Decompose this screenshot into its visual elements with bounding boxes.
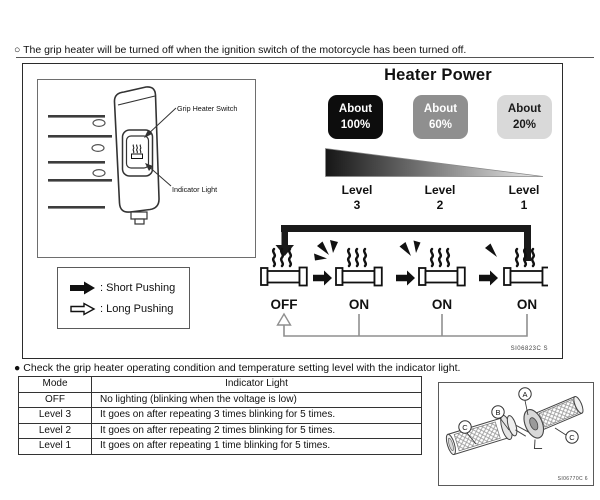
top-note-text: The grip heater will be turned off when the ignition switch of the motorcycle has been turned off. [23,44,467,56]
long-push-return-loop [278,314,528,336]
legend-long-row [70,302,189,316]
long-push-arrow-icon [70,302,96,316]
level-3-word: Level [341,183,373,197]
table-row [19,439,422,455]
legend-short-row [70,281,189,295]
power-box-100-value: 100% [340,119,371,131]
level-2-num: 2 [436,198,444,212]
callout-a: A [522,389,528,399]
top-rule-divider [16,57,594,58]
cell-mode: Level 2 [19,423,92,439]
state-label-on-1: ON [516,297,538,312]
state-label-on-3: ON [348,297,370,312]
short-push-arrow-icon [313,271,332,286]
left-grip [444,407,530,459]
power-box-20 [497,95,552,139]
push-legend [57,267,190,329]
right-grip [520,390,592,451]
level-1-label [494,183,554,213]
level-3-num: 3 [353,198,361,212]
power-box-20-value: 20% [512,119,537,131]
cell-indicator: It goes on after repeating 2 times blinking for 5 times. [92,423,422,439]
table-row [19,408,422,424]
header-indicator: Indicator Light [92,377,422,393]
indicator-label: Indicator Light [172,185,218,194]
state-label-off: OFF [270,297,298,312]
level-1-word: Level [508,183,540,197]
grip-heater-icon-on-3 [336,249,382,286]
blink-burst-2-icon [400,241,421,257]
cell-indicator: It goes on after repeating 1 time blinking for 5 times. [92,439,422,455]
handlebar-lines [48,115,112,209]
state-sequence-diagram [256,219,548,351]
short-push-arrow-icon [479,271,498,286]
level-2-label [410,183,470,213]
callout-c1: C [462,422,468,432]
grip-heater-icon-on-2 [419,249,465,286]
check-note-text: Check the grip heater operating condition and temperature setting level with the indicator light. [23,362,461,374]
grip-heater-diagram-panel [22,63,563,359]
cell-indicator: No lighting (blinking when the voltage is low) [92,392,422,408]
cell-mode: Level 1 [19,439,92,455]
power-box-20-word: About [507,102,542,115]
heater-power-title: Heater Power [384,66,492,84]
handlebar-switch-illustration [37,79,256,258]
figure-code: SI06823C S [510,346,548,352]
top-note [14,44,596,56]
power-box-60-word: About [423,102,458,115]
cell-mode: OFF [19,392,92,408]
switch-label: Grip Heater Switch [177,104,238,113]
dot-bullet-icon: ● [14,362,21,374]
legend-short-label: : Short Pushing [100,281,176,294]
grips-illustration [438,382,594,486]
short-push-arrow-icon [70,281,96,295]
table-row [19,423,422,439]
power-box-60-value: 60% [428,119,453,131]
switch-housing [114,87,159,224]
header-mode: Mode [19,377,92,393]
legend-long-label: : Long Pushing [100,302,174,315]
blink-burst-1-icon [485,244,497,258]
table-header-row [19,377,422,393]
power-box-60 [413,95,468,139]
blink-burst-3-icon [314,240,338,261]
level-3-label [327,183,387,213]
cell-mode: Level 3 [19,408,92,424]
level-2-word: Level [424,183,456,197]
indicator-table [18,376,422,455]
cell-indicator: It goes on after repeating 3 times blinking for 5 times. [92,408,422,424]
long-push-up-arrow-icon [278,314,291,325]
callout-c2: C [569,432,575,442]
power-box-100 [328,95,383,139]
grip-heater-icon-on-1 [504,249,548,286]
callout-b: B [495,407,501,417]
state-label-on-2: ON [431,297,453,312]
short-push-arrow-icon [396,271,415,286]
check-note [14,362,596,374]
power-gradient-wedge [325,147,544,180]
circle-bullet-icon: ○ [14,44,21,56]
power-box-100-word: About [338,102,373,115]
figure-code: SI06770C 6 [557,476,588,482]
short-push-return-bracket [276,225,532,261]
level-1-num: 1 [520,198,528,212]
table-row [19,392,422,408]
